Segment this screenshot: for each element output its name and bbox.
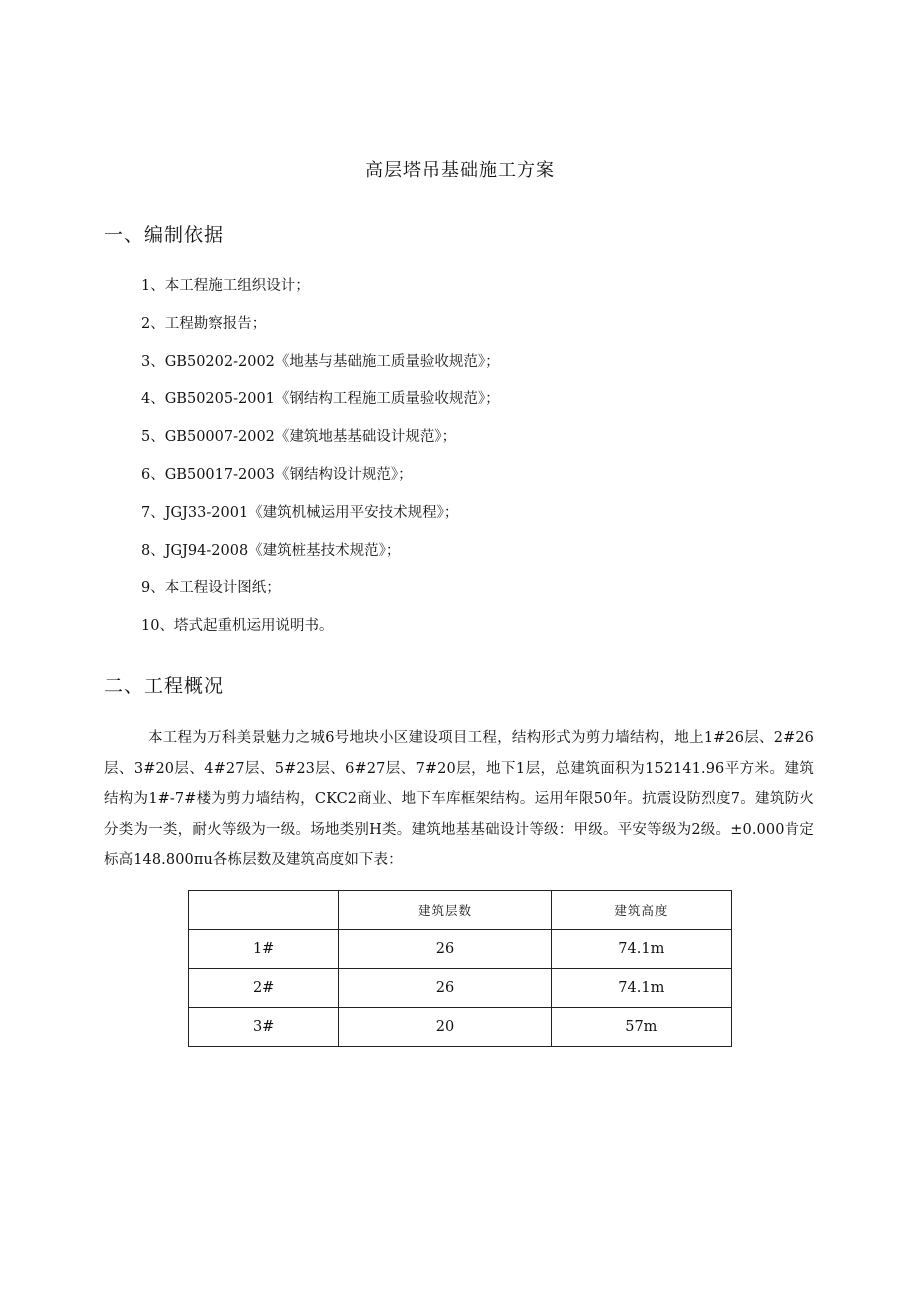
table-row [189, 969, 732, 1008]
building-table [188, 890, 732, 1047]
table-row [189, 930, 732, 969]
table-header-cell: 建筑高度 [551, 891, 731, 930]
table-cell: 1# [189, 930, 339, 969]
table-cell: 26 [339, 969, 551, 1008]
table-cell: 2# [189, 969, 339, 1008]
table-row [189, 1008, 732, 1047]
table-cell: 26 [339, 930, 551, 969]
table-header-cell: 建筑层数 [339, 891, 551, 930]
document-title: 高层塔吊基础施工方案 [365, 160, 555, 181]
section-heading-overview: 二、工程概况 [104, 675, 225, 697]
basis-list [141, 273, 500, 651]
list-item: 5、GB50007-2002《建筑地基基础设计规范》； [141, 429, 457, 446]
table-cell: 74.1m [551, 969, 731, 1008]
table-cell: 57m [551, 1008, 731, 1047]
list-item: 6、GB50017-2003《钢结构设计规范》； [141, 466, 413, 483]
list-item: 8、JGJ94-2008《建筑桩基技术规范》； [141, 542, 401, 559]
list-item: 4、GB50205-2001《钢结构工程施工质量验收规范》； [141, 391, 500, 408]
overview-paragraph: 本工程为万科美景魅力之城6号地块小区建设项目工程，结构形式为剪力墙结构，地上1#26层、2#26层、3#20层、4#27层、5#23层、6#27层、7#20层，地下1层，总建筑面积为152141.96平方米。建筑结构为1#-7#楼为剪力墙结构，CKC2商业、地下车库框架结构。运用年限50年。抗震设防烈度7。建筑防火分类为一类，耐火等级为一级。场地类别H类。建筑地基基础设计等级：甲级。平安等级为2级。±0.000肯定标高148.800πu各栋层数及建筑高度如下表： [104, 730, 814, 869]
table-cell: 74.1m [551, 930, 731, 969]
list-item: 2、工程勘察报告； [141, 315, 267, 332]
table-cell: 3# [189, 1008, 339, 1047]
building-table-wrapper [188, 890, 732, 1048]
list-item: 1、本工程施工组织设计； [141, 278, 310, 294]
section-heading-basis: 一、编制依据 [104, 224, 225, 246]
list-item: 7、JGJ33-2001《建筑机械运用平安技术规程》； [141, 504, 459, 521]
list-item: 3、GB50202-2002《地基与基础施工质量验收规范》； [141, 353, 500, 370]
table-header-cell [189, 891, 339, 930]
list-item: 10、塔式起重机运用说明书。 [141, 618, 334, 635]
table-header-row [189, 891, 732, 930]
list-item: 9、本工程设计图纸； [141, 580, 281, 597]
table-cell: 20 [339, 1008, 551, 1047]
